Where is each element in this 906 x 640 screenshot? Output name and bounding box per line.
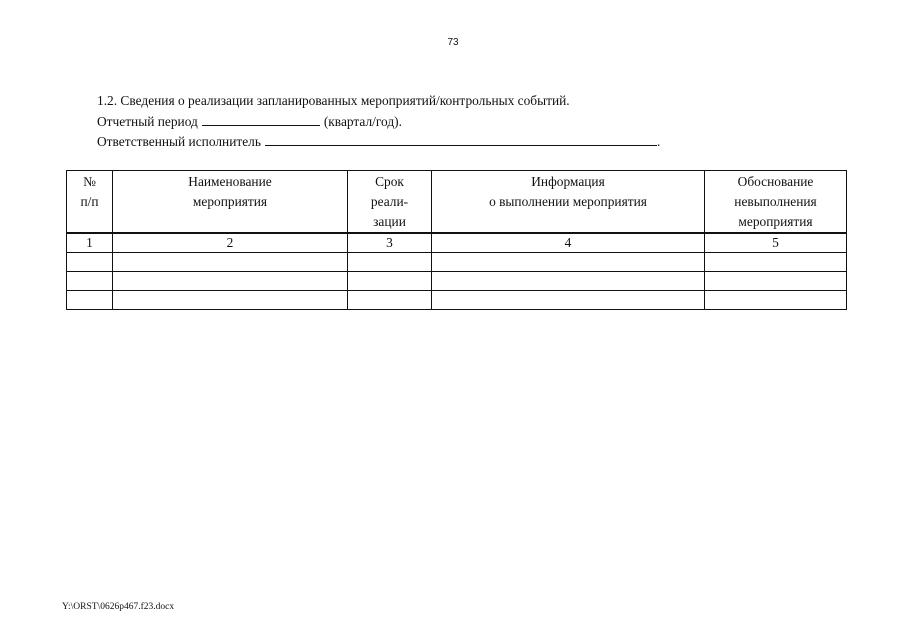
- header-deadline-line-2: реали-: [370, 194, 409, 209]
- column-number-cell: 1: [67, 233, 113, 253]
- header-number-line-2: п/п: [80, 194, 99, 209]
- executor-label: Ответственный исполнитель: [97, 134, 261, 149]
- table-header-row: [67, 171, 847, 234]
- header-event-name-line-2: мероприятия: [192, 194, 268, 209]
- table-cell[interactable]: [348, 253, 432, 272]
- table-cell[interactable]: [113, 272, 348, 291]
- table-cell[interactable]: [705, 253, 847, 272]
- header-reason-line-3: мероприятия: [738, 214, 813, 229]
- column-number-row: [67, 233, 847, 253]
- column-number-cell: 3: [348, 233, 432, 253]
- table-cell[interactable]: [113, 253, 348, 272]
- header-execution-info: [432, 171, 705, 234]
- table-cell[interactable]: [432, 291, 705, 310]
- document-footer-path: Y:\ORST\0626p467.f23.docx: [62, 602, 175, 612]
- header-event-name: [113, 171, 348, 234]
- header-event-name-line-1: Наименование: [188, 174, 272, 189]
- table-row: [67, 291, 847, 310]
- events-report-table: [66, 170, 847, 310]
- responsible-executor-line: [97, 132, 660, 153]
- period-label: Отчетный период: [97, 113, 198, 129]
- header-execution-info-line-2: о выполнении мероприятия: [489, 194, 647, 209]
- table-cell[interactable]: [432, 272, 705, 291]
- header-non-execution-reason: [705, 171, 847, 234]
- table-cell[interactable]: [705, 272, 847, 291]
- table-cell[interactable]: [67, 272, 113, 291]
- column-number-cell: 2: [113, 233, 348, 253]
- header-number: [67, 171, 113, 234]
- header-deadline: [348, 171, 432, 234]
- header-number-line-1: №: [83, 174, 96, 189]
- header-reason-line-1: Обоснование: [737, 174, 814, 189]
- table-row: [67, 253, 847, 272]
- section-title: 1.2. Сведения о реализации запланированных мероприятий/контрольных событий.: [97, 93, 570, 108]
- header-reason-line-2: невыполнения: [734, 194, 817, 209]
- header-deadline-line-1: Срок: [375, 174, 404, 189]
- table-cell[interactable]: [67, 253, 113, 272]
- period-blank-field[interactable]: [202, 113, 320, 126]
- page-number: 73: [447, 37, 459, 48]
- table-cell[interactable]: [348, 291, 432, 310]
- table-cell[interactable]: [67, 291, 113, 310]
- column-number-cell: 5: [705, 233, 847, 253]
- table-cell[interactable]: [113, 291, 348, 310]
- table-cell[interactable]: [705, 291, 847, 310]
- header-deadline-line-3: зации: [373, 214, 406, 229]
- table-cell[interactable]: [432, 253, 705, 272]
- table-row: [67, 272, 847, 291]
- period-suffix: (квартал/год).: [323, 113, 402, 129]
- section-header: [97, 91, 660, 153]
- executor-blank-field[interactable]: [265, 133, 657, 146]
- executor-suffix: .: [656, 134, 661, 149]
- reporting-period-line: [97, 112, 660, 133]
- table-cell[interactable]: [348, 272, 432, 291]
- column-number-cell: 4: [432, 233, 705, 253]
- header-execution-info-line-1: Информация: [531, 174, 605, 189]
